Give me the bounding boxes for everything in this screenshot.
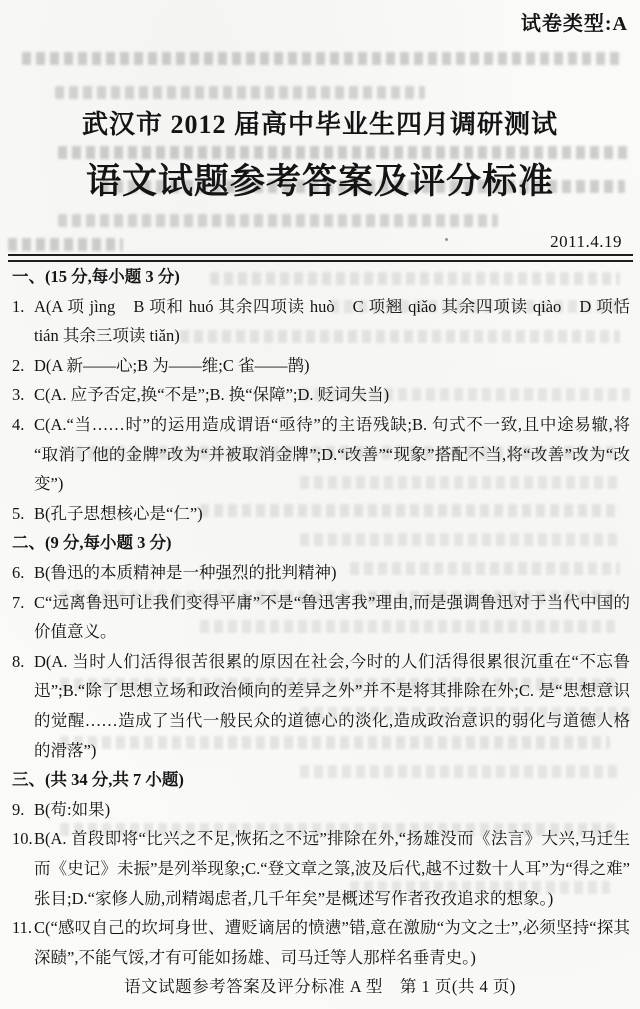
- answer-item: [12, 588, 630, 647]
- answer-text: B(孔子思想核心是“仁”): [34, 503, 203, 523]
- answer-item: [12, 795, 630, 825]
- answer-text: B(A. 首段即将“比兴之不足,恢拓之不远”排除在外,“扬雄没而《法言》大兴,马迁生而《史记》未振”是列举现象;C.“登文章之箓,波及后代,越不过数十人耳”为“得之难”张目;D.“家修人励,刓精竭虑者,几千年矣”是概述写作者孜孜追求的想象。): [34, 829, 630, 908]
- scan-speck: [445, 238, 448, 241]
- answer-item: [12, 824, 630, 913]
- answer-item: [12, 292, 630, 351]
- exam-title: 武汉市 2012 届高中毕业生四月调研测试: [81, 110, 558, 139]
- answer-item: [12, 913, 630, 972]
- answer-number: 11.: [12, 918, 33, 938]
- bleed-through-line: [58, 214, 498, 227]
- answer-item: [12, 558, 630, 588]
- answer-number: 6.: [12, 562, 25, 582]
- answer-item: [12, 499, 630, 529]
- answer-text: C(“感叹自己的坎坷身世、遭贬谪居的愤懑”错,意在激励“为文之士”,必须坚持“探其深赜”,不能气馁,才有可能如扬雄、司马迁等人那样名垂青史。): [34, 918, 630, 967]
- bleed-through-line: [22, 52, 622, 65]
- answer-text: A(A 项 jìng B 项和 huó 其余四项读 huò C 项翘 qiǎo 其余四项读 qiào D 项恬 tián 其余三项读 tiǎn): [34, 296, 630, 346]
- answer-number: 2.: [12, 355, 25, 375]
- answer-item: [12, 410, 630, 499]
- answer-item: [12, 647, 630, 765]
- answer-number: 3.: [12, 385, 25, 405]
- answer-text: D(A. 当时人们活得很苦很累的原因在社会,今时的人们活得很累很沉重在“不忘鲁迅”;B.“除了思想立场和政治倾向的差异之外”并不是将其排除在外;C. 是“思想意识的觉醒……造成了当代一般民众的道德心的淡化,造成政治意识的弱化与道德人格的滑落”): [34, 651, 630, 760]
- answer-text: B(鲁迅的本质精神是一种强烈的批判精神): [34, 562, 337, 582]
- answer-item: [12, 351, 630, 381]
- header-double-rule: [8, 254, 633, 262]
- answer-text: D(A 新——心;B 为——维;C 雀——鹊): [34, 355, 310, 375]
- bleed-through-line: [8, 238, 123, 251]
- answer-text: C(A.“当……时”的运用造成谓语“亟待”的主语残缺;B. 句式不一致,且中途易辙,将“取消了他的金牌”改为“并被取消金牌”;D.“改善”“现象”搭配不当,将“改善”改为“改变”): [34, 414, 630, 494]
- answer-number: 1.: [12, 296, 25, 316]
- answer-number: 5.: [12, 503, 25, 523]
- answer-number: 4.: [12, 414, 25, 434]
- answer-text: C“远离鲁迅可让我们变得平庸”不是“鲁迅害我”理由,而是强调鲁迅对于当代中国的价值意义。: [34, 592, 630, 642]
- answer-number: 10.: [12, 829, 33, 849]
- exam-date: 2011.4.19: [550, 232, 622, 251]
- answer-text: B(苟:如果): [34, 799, 111, 819]
- answer-text: C(A. 应予否定,换“不是”;B. 换“保障”;D. 贬词失当): [34, 385, 390, 405]
- section-heading: 二、(9 分,每小题 3 分): [12, 533, 172, 553]
- answer-item: [12, 380, 630, 410]
- answer-number: 7.: [12, 592, 25, 612]
- bleed-through-line: [55, 86, 425, 99]
- answer-number: 8.: [12, 651, 25, 671]
- page-footer: 语文试题参考答案及评分标准 A 型 第 1 页(共 4 页): [124, 977, 516, 996]
- section-heading: 三、(共 34 分,共 7 小题): [12, 770, 184, 790]
- paper-type-label: 试卷类型:A: [520, 13, 628, 35]
- answer-number: 9.: [12, 799, 25, 819]
- answer-key-title: 语文试题参考答案及评分标准: [85, 162, 554, 201]
- answers-body: [12, 262, 630, 972]
- section-heading: 一、(15 分,每小题 3 分): [12, 267, 180, 286]
